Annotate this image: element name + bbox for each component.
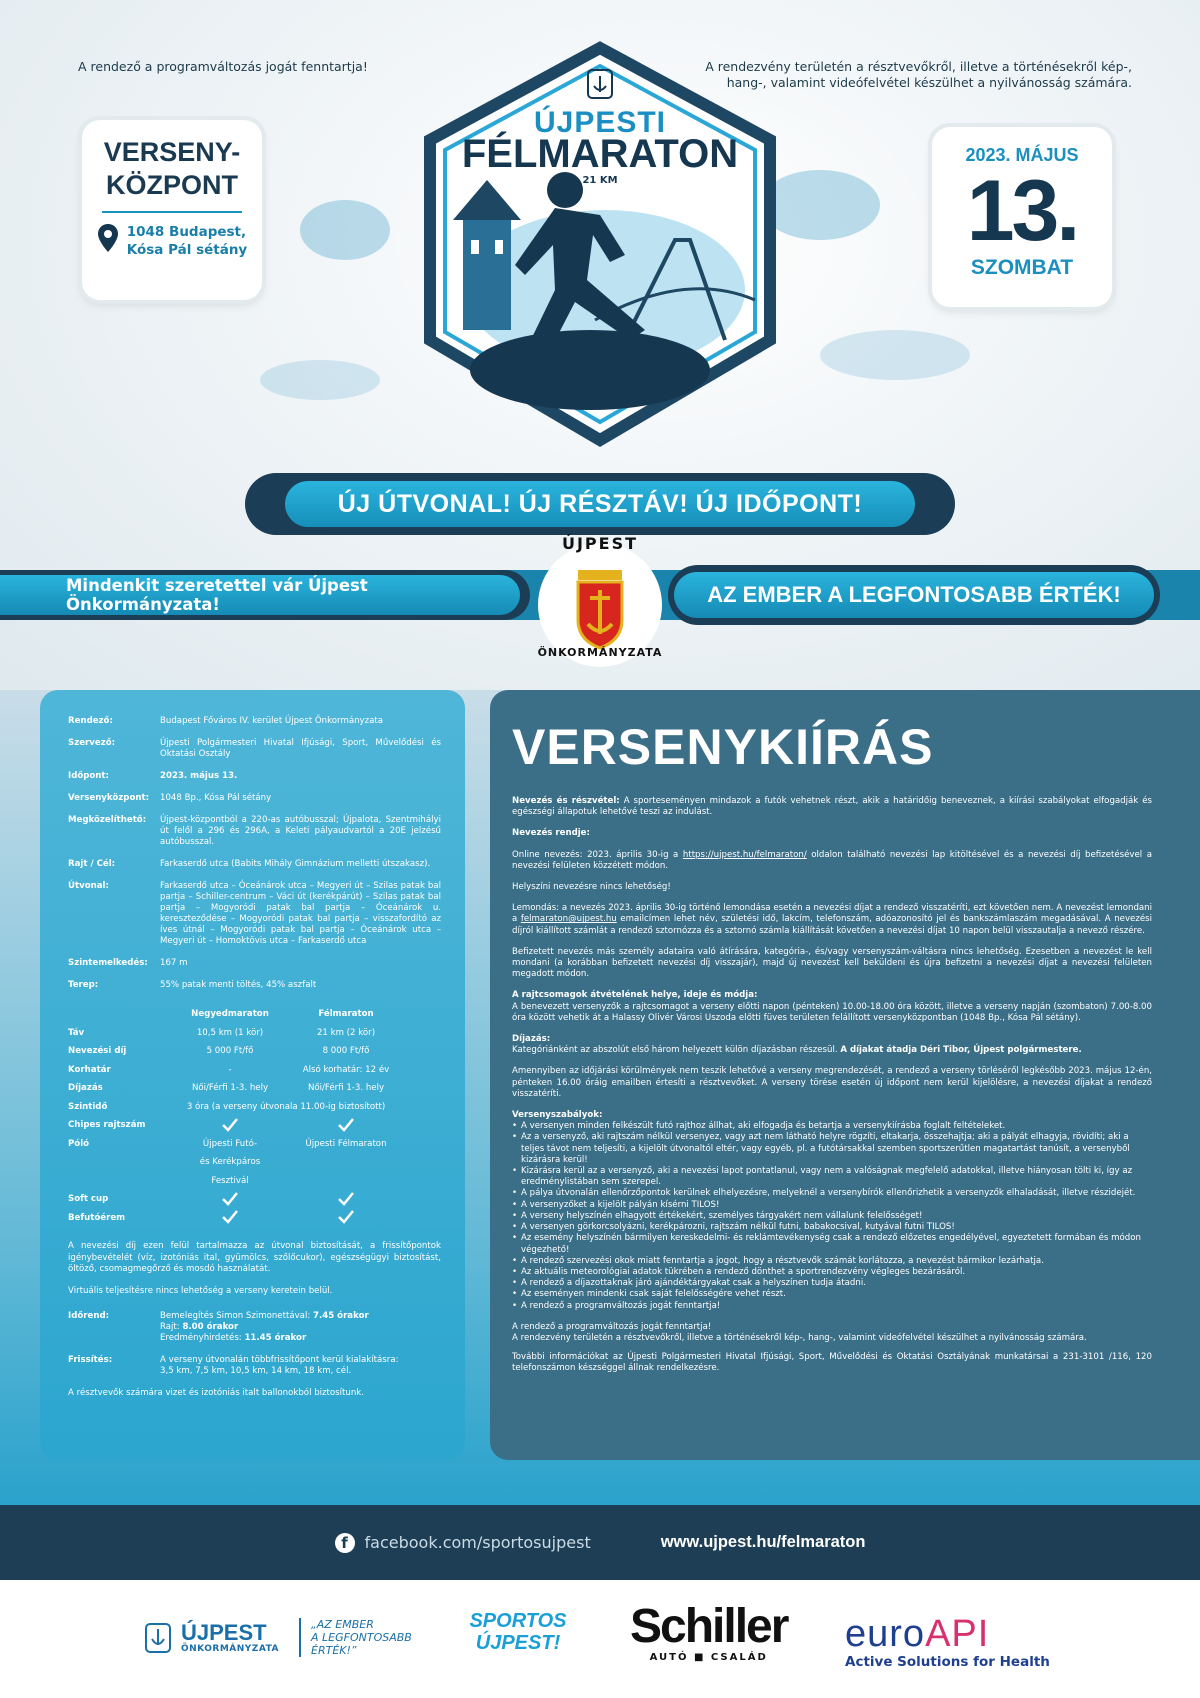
spec-label-softcup: Soft cup	[68, 1194, 109, 1204]
spec-col-half: Félmaraton	[318, 1009, 374, 1019]
ujpest-crest	[520, 534, 680, 670]
info-row	[68, 738, 441, 760]
spec-row: Korhatár - Alsó korhatár: 12 év	[68, 1064, 390, 1075]
facebook-icon: f	[335, 1533, 355, 1553]
info-label: Szervező:	[68, 738, 116, 748]
info-row	[68, 859, 441, 870]
checkmark-icon	[222, 1118, 238, 1132]
info-row	[68, 815, 441, 848]
rule-item: • A verseny helyszínén elhagyott értékekért, személyes tárgyakért nem vállalunk felelősséget!	[512, 1211, 1152, 1222]
event-title-main: FÉLMARATON	[461, 132, 739, 176]
info-value: 167 m	[160, 958, 188, 968]
event-title-top: ÚJPESTI	[533, 106, 667, 139]
rule-item: • Az a versenyző, aki rajtszám nélkül versenyez, vagy azt nem látható helyre rögzíti, eltakarja, összehajtja; aki a pályát elhagyja, rövidíti; aki a teljes távot nem teljesíti, a kijelölt útvonaltól eltér, vagy egyéb, pl. a futótársakkal szemben sportszerűtlen magatartást tanúsít, a versenyből kizárásra kerül!	[512, 1132, 1152, 1166]
schiller-logo: Schiller AUTÓ ■ CSALÁD	[630, 1600, 788, 1663]
rules-awards: Díjazás: Kategóriánként az abszolút első három helyezett külön díjazásban részesül. A díjakat átadja Déri Tibor, Újpest polgármestere.	[512, 1034, 1082, 1056]
crest-top-text: ÚJPEST	[561, 534, 639, 553]
website-link[interactable]: www.ujpest.hu/felmaraton	[660, 1533, 866, 1551]
checkmark-icon	[338, 1118, 354, 1132]
rules-closing: A rendező a programváltozás jogát fenntartja! A rendezvény területén a résztvevőkről, illetve a történésekről kép-, hang-, valamint videófelvétel készülhet a nyilvánosság számára.	[512, 1321, 1087, 1343]
event-emblem	[415, 40, 785, 450]
rules-onsite: Helyszíni nevezésre nincs lehetőség!	[512, 882, 671, 893]
rule-item: • Az esemény helyszínén bármilyen kereskedelmi- és reklámtevékenység csak a rendező előzetes engedélyével, egyeztetett formában és módon végezhető!	[512, 1233, 1152, 1255]
event-distance: 21 KM	[582, 175, 618, 186]
info-value: Budapest Főváros IV. kerület Újpest Önkormányzata	[160, 716, 384, 726]
info-row	[68, 771, 441, 782]
venue-address: 1048 Budapest, Kósa Pál sétány	[126, 224, 248, 258]
rules-entry: Nevezés és részvétel: A sporteseményen mindazok a futók vehetnek részt, akik a határidőig beneveznek, a kiírási szabályokat elfogadják és egészségi állapotuk lehetővé teszi az indulást.	[512, 796, 1152, 818]
spec-label-polo: Póló	[68, 1138, 90, 1149]
rules-weather: Amennyiben az időjárási körülmények nem teszik lehetővé a verseny megrendezését, a rendező a verseny törléséről legkésőbb 2023. május 12-én, pénteken 16.00 óráig emailben értesíti a résztvevőket. A verseny törése esetén új időpont nem kerül kijelölésre, a nevezési díjakat a rendező visszatéríti.	[512, 1066, 1152, 1099]
info-label: Rajt / Cél:	[68, 859, 116, 869]
program-change-notice: A rendező a programváltozás jogát fenntartja!	[78, 59, 368, 74]
rules-title: VERSENYKIÍRÁS	[512, 719, 934, 775]
euroapi-logo: euroAPI Active Solutions for Health	[845, 1613, 1050, 1670]
rules-packet: A rajtcsomagok átvételének helye, ideje és módja: A benevezett versenyzők a rajtcsomagot a verseny előtti napon (pénteken) 10.00-18.00 óra között, illetve a verseny napján (szombaton) 7.00-8.00 óra között vehetik át a Halassy Olivér Városi Uszoda előtti füves területen felállított versenyközpontban (1048 Bp., Kósa Pál sétány).	[512, 990, 1152, 1023]
rules-list	[512, 1121, 1152, 1311]
info-list	[68, 716, 441, 991]
ujpest-slogan: „AZ EMBER A LEGFONTOSABB ÉRTÉK!”	[299, 1618, 412, 1657]
checkmark-icon	[222, 1210, 238, 1224]
rules-contact: További információkat az Újpesti Polgármesteri Hivatal Ifjúsági, Sport, Művelődési és Oktatási Osztályának munkatársai a 231-3101 /116, 120 telefonszámon készséggel állnak rendelkezésre.	[512, 1352, 1152, 1374]
info-value: Farkaserdő utca – Óceánárok utca – Megyeri út – Szilas patak bal partja – Schiller-centrum – Váci út (kerékpárút) – Szilas patak bal partja – Mogyoródi patak bal partja – Óceánárok u. kereszteződése – Mogyoródi patak bal partja – visszafordító az íves útnál – Mogyoródi patak bal partja – Óceánárok utca – Megyeri út – Homoktövis utca – Farkaserdő utca	[160, 881, 441, 946]
spec-col-quarter: Negyedmaraton	[191, 1009, 269, 1019]
info-value: Farkaserdő utca (Babits Mihály Gimnázium melletti útszakasz).	[160, 859, 431, 869]
rule-item: • Kizárásra kerül az a versenyző, aki a nevezési lapot pontatlanul, vagy nem a valóságnak megfelelő adatokkal, illetve hiányosan tölti ki, így az eredménylistában sem szerepel.	[512, 1166, 1152, 1188]
refreshment: Frissítés: A verseny útvonalán többfrissítőpont kerül kialakításra: 3,5 km, 7,5 km, 10,5 km, 14 km, 18 km, cél.	[68, 1355, 399, 1376]
date-weekday: SZOMBAT	[970, 256, 1074, 279]
welcome-text: Mindenkit szeretettel vár Újpest Önkormányzata!	[0, 575, 520, 615]
hexagon-emblem-graphic	[415, 40, 785, 450]
email-link[interactable]: felmaraton@ujpest.hu	[520, 914, 617, 925]
main-slogan-bar	[245, 473, 955, 535]
rule-item: • A rendező szervezési okok miatt fenntartja a jogot, hogy a résztvevők számát korlátozza, a nevezést bármikor lezárhatja.	[512, 1256, 1152, 1267]
crest-bottom-text: ÖNKORMÁNYZATA	[537, 646, 663, 659]
rule-item: • A versenyzőket a kijelölt pályán kísérni TILOS!	[512, 1200, 1152, 1211]
info-value: 2023. május 13.	[160, 771, 238, 781]
paint-splash	[300, 200, 390, 260]
race-rules-panel	[490, 690, 1200, 1460]
info-value: Újpest-központból a 220-as autóbusszal; Újpalota, Szentmihályi út felől a 296 és 296A, a Keleti pályaudvartól a 20E jelzésű autóbusszal.	[160, 815, 441, 847]
fee-includes-note: A nevezési díj ezen felül tartalmazza az útvonal biztosítását, a frissítőpontok igénybevételét (víz, izotóniás ital, gyümölcs, szőlőcukor), egészségügyi biztosítást, öltöző, csomagmegőrző és mosdó használatát.	[68, 1241, 441, 1274]
info-row	[68, 793, 441, 804]
welcome-pill	[0, 570, 530, 620]
rule-item: • A versenyen minden felkészült futó rajthoz állhat, aki elfogadja és betartja a versenykiírásba foglalt feltételeket.	[512, 1121, 1152, 1132]
rule-item: • A rendező a programváltozás jogát fenntartja!	[512, 1301, 1152, 1312]
rules-transfer: Befizetett nevezés más személy adataira való átírására, kategória-, és/vagy versenyszám-váltásra nincs lehetőség. Ezesetben a nevezést le kell mondani (a korábban befizetett nevezési díj visszajár), majd új nevezést kell beküldeni és újra befizetni a nevezési díjat a nevezési felületen megadott módon.	[512, 946, 1152, 980]
rule-item: • A rendező a díjazottaknak járó ajándéktárgyakat csak a helyszínen tudja átadni.	[512, 1278, 1152, 1289]
spec-label-chip: Chipes rajtszám	[68, 1120, 146, 1130]
checkmark-icon	[222, 1192, 238, 1206]
spec-polo-half: Újpesti Félmaraton	[305, 1138, 387, 1149]
info-label: Rendező:	[68, 716, 113, 726]
entry-link[interactable]: https://ujpest.hu/felmaraton/	[682, 849, 807, 860]
race-spec-table	[68, 1005, 441, 1227]
info-value: 1048 Bp., Kósa Pál sétány	[160, 793, 272, 803]
spec-row: Szintidő 3 óra (a verseny útvonala 11.00-ig biztosított)	[68, 1101, 386, 1112]
info-label: Útvonal:	[68, 881, 109, 891]
rule-item: • A versenyen görkorcsolyázni, kerékpározni, rajtszám nélkül futni, babakocsival, kutyával futni TILOS!	[512, 1222, 1152, 1233]
rule-item: • A pálya útvonalán ellenőrzőpontok kerülnek elhelyezésre, melyeknél a versenybírók ellenőrizhetik a versenyzők elhaladását, illetve részidejét.	[512, 1188, 1152, 1199]
spec-row: Táv 10,5 km (1 kör) 21 km (2 kör)	[68, 1027, 376, 1038]
info-label: Versenyközpont:	[68, 793, 150, 803]
info-row	[68, 980, 441, 991]
sportos-ujpest-logo: SPORTOS ÚJPEST!	[469, 1610, 567, 1654]
paint-splash	[820, 330, 970, 380]
rules-cancellation: Lemondás: a nevezés 2023. április 30-ig történő lemondása esetén a nevezési díjat a rendező visszatéríti, ezt követően nem. A nevezést lemondani a felmaraton@ujpest.hu emailcímen lehet név, születési idő, lakcím, telefonszám, adóazonosító jel és bankszámlaszám megadásával. A nevezési díjról kiállított számlát a rendező sztornózza és a sztornó számla kiállítását követően a nevezési díjat 10 napon belül visszautalja a nevező részére.	[512, 903, 1152, 936]
value-pill	[668, 565, 1160, 625]
ujpest-logo: ÚJPEST ÖNKORMÁNYZATA „AZ EMBER A LEGFONTOSABB ÉRTÉK!”	[145, 1618, 412, 1657]
info-label: Terep:	[68, 980, 99, 990]
info-label: Időpont:	[68, 771, 109, 781]
checkmark-icon	[338, 1210, 354, 1224]
spec-row: Díjazás Női/Férfi 1-3. hely Női/Férfi 1-3. hely	[68, 1083, 385, 1093]
spec-label-medal: Befutóérem	[68, 1212, 126, 1223]
info-label: Megközelíthető:	[68, 815, 147, 825]
rule-item: • Az aktuális meteorológiai adatok tükrében a rendező dönthet a sportrendezvény végleges bezárásáról.	[512, 1267, 1152, 1278]
value-text: AZ EMBER A LEGFONTOSABB ÉRTÉK!	[674, 572, 1154, 618]
sponsor-logos	[0, 1580, 1200, 1698]
facebook-link[interactable]: f facebook.com/sportosujpest	[335, 1533, 591, 1553]
race-info-panel	[40, 690, 465, 1460]
info-value: 55% patak menti töltés, 45% aszfalt	[160, 980, 317, 990]
venue-title: VERSENY- KÖZPONT	[103, 137, 241, 200]
checkmark-icon	[338, 1192, 354, 1206]
divider	[102, 211, 242, 213]
info-value: Újpesti Polgármesteri Hivatal Ifjúsági, Sport, Művelődési és Oktatási Osztály	[160, 738, 441, 759]
venue-card	[82, 120, 262, 300]
spec-polo-quarter: Újpesti Futó- és Kerékpáros Fesztivál	[199, 1138, 261, 1186]
virtual-note: Virtuális teljesítésre nincs lehetőség a verseny keretein belül.	[68, 1285, 333, 1296]
date-card	[932, 127, 1112, 307]
footer-bar	[0, 1505, 1200, 1580]
rules-list-title: Versenyszabályok:	[512, 1110, 603, 1121]
info-row	[68, 716, 441, 727]
date-day: 13.	[966, 163, 1078, 259]
rules-online-entry: Online nevezés: 2023. április 30-ig a https://ujpest.hu/felmaraton/ oldalon található nevezési lap kitöltésével és a nevezési díj befizetésével a nevezési felületen közzétett módon.	[512, 849, 1152, 871]
paint-splash	[260, 360, 380, 400]
main-slogan: ÚJ ÚTVONAL! ÚJ RÉSZTÁV! ÚJ IDŐPONT!	[285, 481, 915, 527]
rules-entry-order: Nevezés rendje:	[512, 828, 590, 839]
info-row	[68, 881, 441, 947]
info-label: Szintemelkedés:	[68, 958, 148, 968]
location-pin-icon	[97, 223, 119, 253]
rule-item: • Az eseményen mindenki csak saját felelősségére vehet részt.	[512, 1289, 1152, 1300]
info-row	[68, 958, 441, 969]
schedule: Időrend: Bemelegítés Simon Szimonettával: 7.45 órakor Rajt: 8.00 órakor Eredményhirdetés: 11.45 órakor	[68, 1311, 369, 1343]
spec-row: Nevezési díj 5 000 Ft/fő 8 000 Ft/fő	[68, 1046, 370, 1056]
date-month: 2023. MÁJUS	[965, 145, 1079, 165]
recording-notice: A rendezvény területén a résztvevőkről, illetve a történésekről kép-, hang-, valamint videófelvétel készülhet a nyilvánosság számára.	[705, 59, 1132, 90]
ujpest-crest-icon	[145, 1623, 171, 1653]
water-note: A résztvevők számára vizet és izotóniás italt ballonokból biztosítunk.	[68, 1388, 365, 1398]
